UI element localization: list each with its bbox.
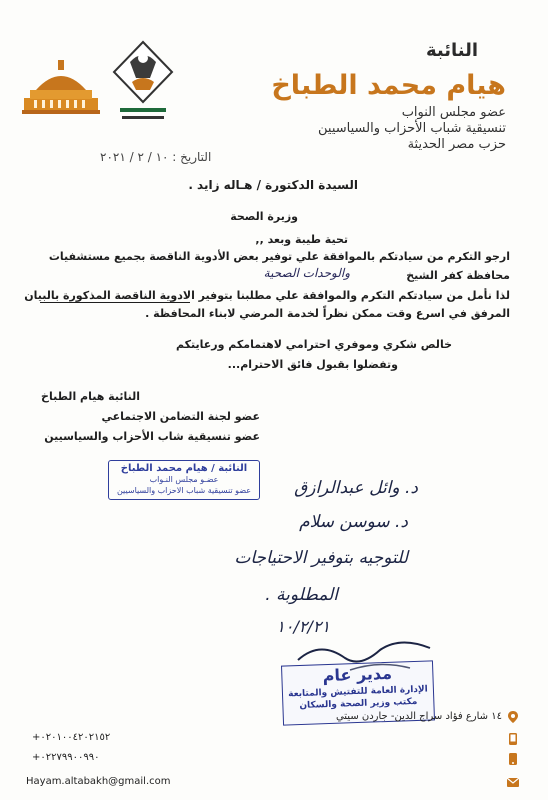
phone-icon [506, 732, 520, 746]
letter-date: التاريخ : ١٠ / ٢ / ٢٠٢١ [100, 150, 212, 164]
stamp-line-3: عضو تنسيقية شباب الاحزاب والسياسيين [116, 486, 252, 495]
parliament-logo [20, 58, 102, 118]
signature-role-2: عضو تنسيقية شاب الأحزاب والسياسيين [44, 430, 260, 443]
handwritten-insert: والوحدات الصحية [263, 266, 350, 280]
handwritten-line-1: د. وائل عبدالرازق [294, 478, 418, 498]
sender-name: هيام محمد الطباخ [271, 70, 506, 101]
email-icon [506, 775, 520, 789]
highlight-underline [40, 302, 190, 303]
header-line-parliament: عضو مجلس النواب [401, 105, 506, 120]
recipient-title: وزيرة الصحة [230, 210, 298, 223]
paragraph-line-1: ارجو التكرم من سيادتكم بالموافقة علي توفير بعض الأدوية الناقصة بجميع مستشفيات [48, 250, 510, 263]
footer-email: Hayam.altabakh@gmail.com [26, 776, 171, 787]
thanks-line: خالص شكري وموفري احترامي لاهتمامكم ورعايتكم [176, 338, 452, 351]
manager-stamp-line-1: مدير عام [322, 663, 393, 686]
header-line-party: حزب مصر الحديثة [407, 137, 506, 152]
recipient: السيدة الدكتورة / هـاله زايد . [188, 178, 358, 192]
paragraph-line-4: المرفق في اسرع وقت ممكن نظراً لخدمة المرضي لابناء المحافظة . [145, 307, 510, 320]
paragraph-line-3: لذا نأمل من سيادتكم التكرم والموافقة علي مطلبنا بتوفير الادوية الناقصة المذكورة بالبيان [24, 289, 510, 302]
handwritten-line-3: للتوجيه بتوفير الاحتياجات [234, 548, 408, 568]
header-line-coordination: تنسيقية شباب الأحزاب والسياسيين [318, 121, 506, 136]
mobile-icon [506, 752, 520, 766]
signature-role-1: عضو لجنة التضامن الاجتماعي [101, 410, 260, 423]
location-pin-icon [506, 710, 520, 724]
signature-name: النائبة هيام الطباخ [41, 390, 140, 403]
stamp-line-2: عضـو مجلس النـواب [149, 475, 219, 484]
manager-stamp-line-3: مكتب وزير الصحة والسكان [299, 696, 418, 712]
greeting: تحية طيبة وبعد ,, [255, 233, 348, 246]
closing-line: وتفضلوا بقبول فائق الاحترام... [227, 358, 398, 371]
youth-coordination-logo [110, 38, 176, 128]
manager-stamp-line-2: الإدارة العامة للتفتيش والمتابعة [287, 684, 428, 700]
title-label: النائبة [425, 40, 478, 61]
handwritten-date: ١٠/٢/٢١ [276, 617, 330, 636]
handwritten-line-4: المطلوبة . [265, 585, 338, 605]
footer-address: ١٤ شارع فؤاد سراج الدين- جاردن سيتي [335, 711, 502, 722]
signature-stamp [108, 460, 260, 500]
footer-phone-1: +٠٢٠١٠٠٤٢٠٢١٥٢ [32, 732, 111, 743]
handwritten-line-2: د. سوسن سلام [299, 512, 408, 532]
stamp-line-1: النائبة / هيام محمد الطباخ [120, 463, 248, 474]
paragraph-line-2: محافظة كفر الشيخ [406, 269, 510, 282]
footer-phone-2: +٠٢٢٧٩٩٠٠٩٩٠ [32, 752, 100, 763]
